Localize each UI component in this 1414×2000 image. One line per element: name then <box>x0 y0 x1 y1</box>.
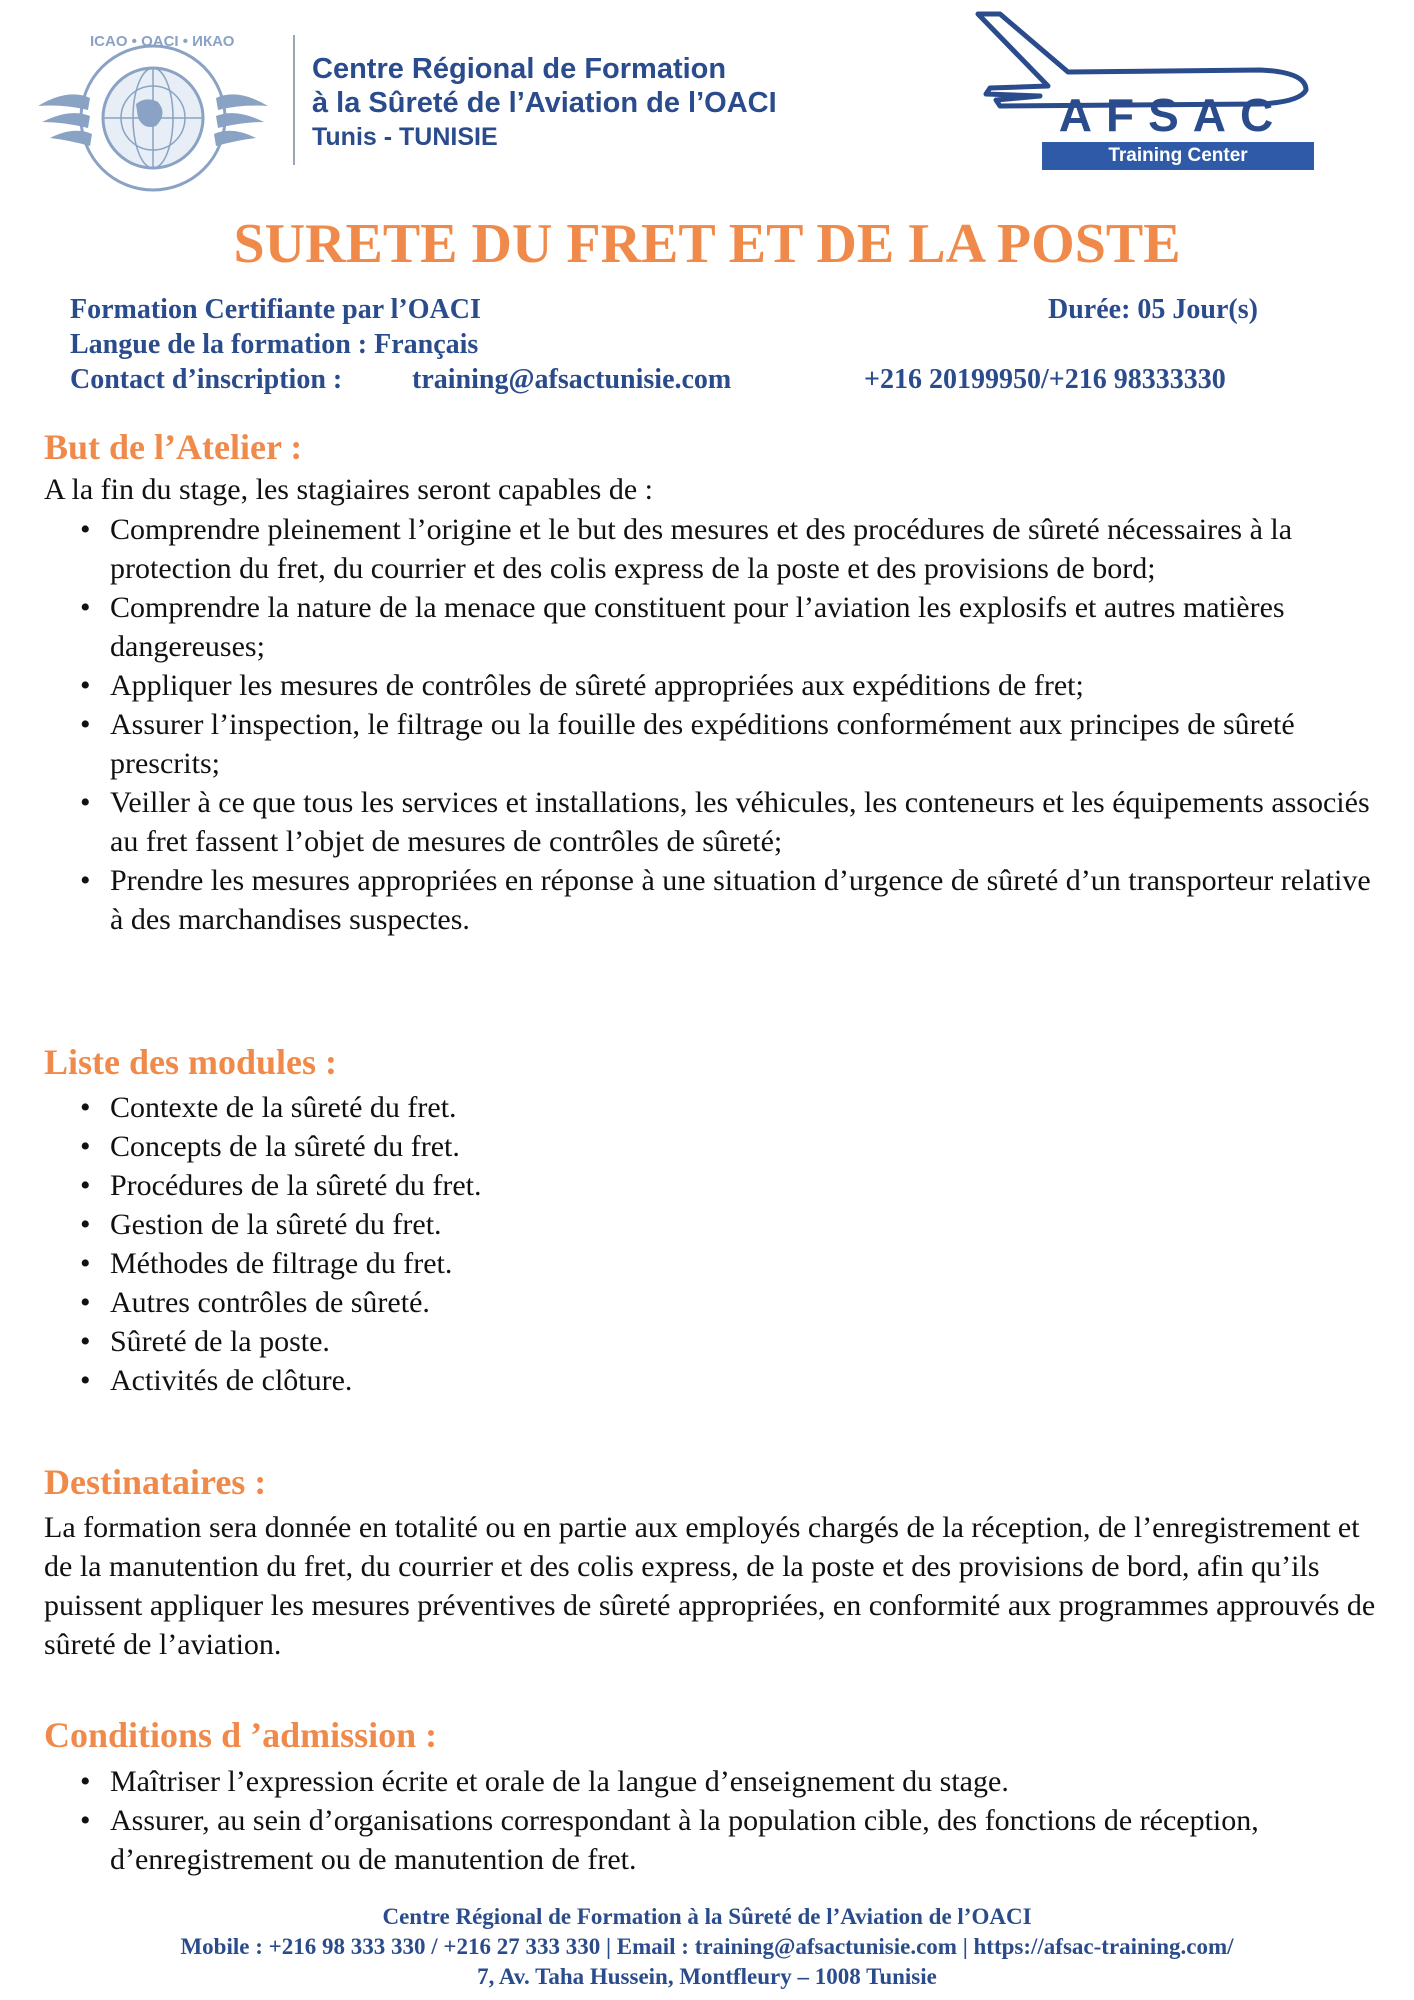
modules-section-title: Liste des modules : <box>44 1042 338 1082</box>
list-item: • Maîtriser l’expression écrite et orale de la langue d’enseignement du stage. <box>80 1765 1009 1798</box>
admission-section-title: Conditions d ’admission : <box>44 1715 438 1755</box>
afsac-name: AFSAC <box>1058 89 1288 141</box>
goal-section-title: But de l’Atelier : <box>44 427 303 467</box>
icao-logo <box>28 18 278 218</box>
list-item: • Comprendre la nature de la menace que constituent pour l’aviation les explosifs et autres matières dangereuses; <box>80 591 1285 663</box>
list-item: • Contexte de la sûreté du fret. <box>80 1091 457 1124</box>
certification-text: Formation Certifiante par l’OACI <box>70 294 481 325</box>
contact-phone: +216 20199950/+216 98333330 <box>864 364 1226 395</box>
centre-line-1: Centre Régional de Formation <box>312 53 727 85</box>
list-item: • Concepts de la sûreté du fret. <box>80 1130 460 1163</box>
goal-list <box>44 510 1389 939</box>
list-item: • Gestion de la sûreté du fret. <box>80 1208 442 1241</box>
list-item: • Sûreté de la poste. <box>80 1325 330 1358</box>
contact-email-link[interactable]: training@afsactunisie.com <box>412 364 732 395</box>
list-item: • Autres contrôles de sûreté. <box>80 1286 430 1319</box>
footer-contact[interactable]: Mobile : +216 98 333 330 / +216 27 333 330 | Email : training@afsactunisie.com | https://afsac-training.com/ <box>180 1934 1234 1959</box>
language-text: Langue de la formation : Français <box>70 329 479 360</box>
admission-list <box>44 1762 1389 1879</box>
list-item: • Méthodes de filtrage du fret. <box>80 1247 453 1280</box>
footer-centre-name: Centre Régional de Formation à la Sûreté de l’Aviation de l’OACI <box>382 1904 1032 1929</box>
list-item: • Assurer l’inspection, le filtrage ou la fouille des expéditions conformément aux principes de sûreté prescrits; <box>80 708 1295 780</box>
list-item: • Prendre les mesures appropriées en réponse à une situation d’urgence de sûreté d’un transporteur relative à des marchandises suspectes. <box>80 864 1371 936</box>
list-item: • Appliquer les mesures de contrôles de sûreté appropriées aux expéditions de fret; <box>80 669 1084 702</box>
audience-text: La formation sera donnée en totalité ou en partie aux employés chargés de la réception, de l’enregistrement et de la manutention du fret, du courrier et des colis express, de la poste et des provisions de bord, afin qu’ils puissent appliquer les mesures préventives de sûreté appropriées, en conformité aux programmes approuvés de sûreté de l’aviation. <box>44 1511 1376 1661</box>
list-item: • Assurer, au sein d’organisations correspondant à la population cible, des fonctions de réception, d’enregistrement ou de manutention de fret. <box>80 1804 1259 1876</box>
duration-text: Durée: 05 Jour(s) <box>1048 294 1258 325</box>
audience-section-title: Destinataires : <box>44 1462 267 1502</box>
centre-line-3: Tunis - TUNISIE <box>312 123 498 151</box>
afsac-tagline: Training Center <box>1042 142 1314 170</box>
page-title: SURETE DU FRET ET DE LA POSTE <box>233 213 1181 275</box>
icao-logo-text: ICAO • OACI • ИКАО <box>90 33 235 50</box>
centre-name-block <box>312 52 777 154</box>
list-item: • Veiller à ce que tous les services et installations, les véhicules, les conteneurs et les équipements associés au fret fassent l’objet de mesures de contrôles de sûreté; <box>80 786 1370 858</box>
modules-list <box>44 1088 1389 1400</box>
header-divider <box>293 35 295 165</box>
list-item: • Comprendre pleinement l’origine et le but des mesures et des procédures de sûreté nécessaires à la protection du fret, du courrier et des colis express de la poste et des provisions de bord; <box>80 513 1293 585</box>
contact-label: Contact d’inscription : <box>70 364 343 395</box>
list-item: • Activités de clôture. <box>80 1364 353 1397</box>
list-item: • Procédures de la sûreté du fret. <box>80 1169 482 1202</box>
footer-address: 7, Av. Taha Hussein, Montfleury – 1008 Tunisie <box>477 1964 937 1989</box>
centre-line-2: à la Sûreté de l’Aviation de l’OACI <box>312 87 777 119</box>
goal-intro: A la fin du stage, les stagiaires seront capables de : <box>44 473 653 506</box>
